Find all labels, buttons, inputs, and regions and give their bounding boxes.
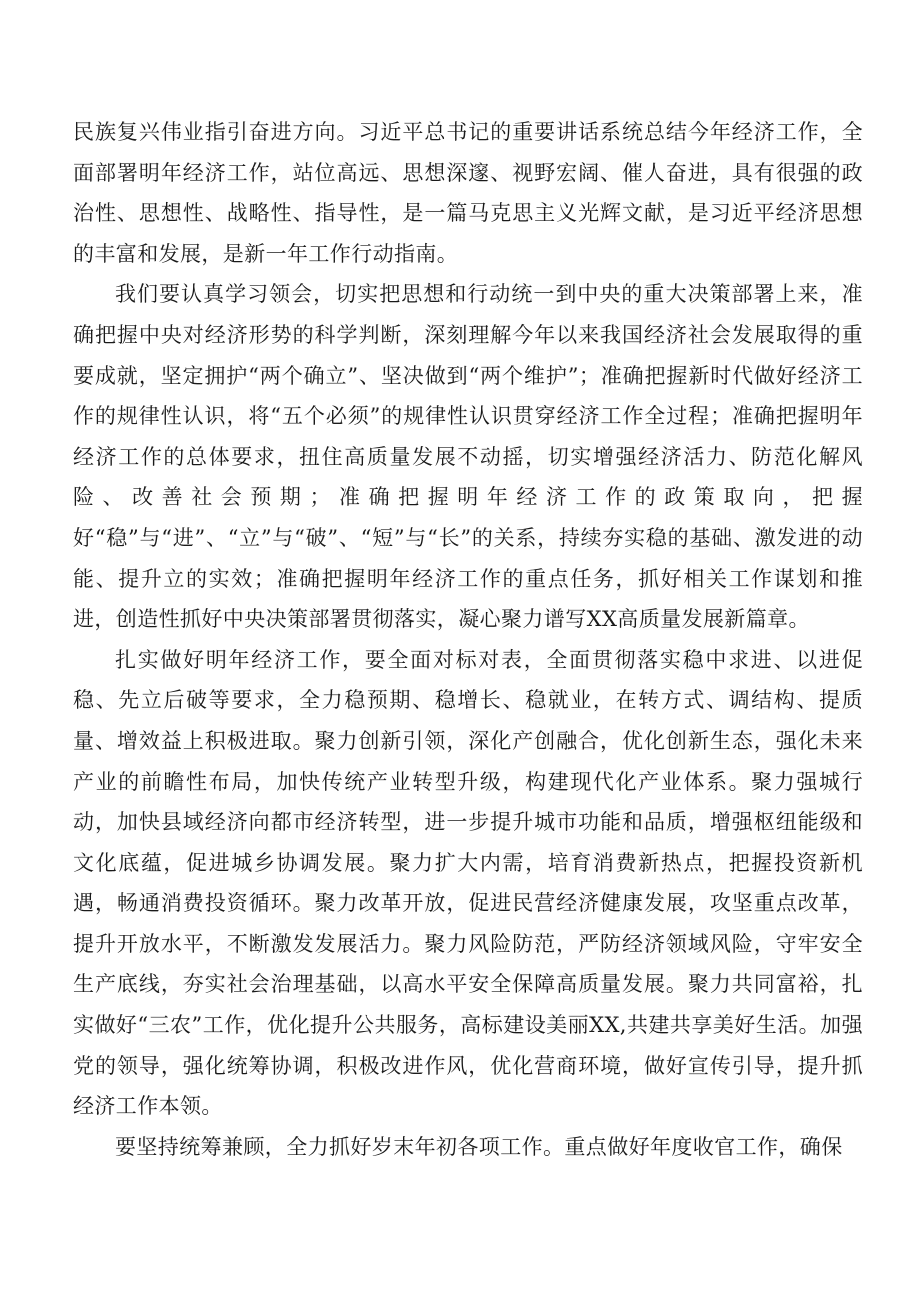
paragraph-4: 要坚持统筹兼顾，全力抓好岁末年初各项工作。重点做好年度收官工作，确保 — [115, 1134, 843, 1159]
document-body — [73, 112, 863, 1167]
paragraph-3: 扎实做好明年经济工作，要全面对标对表，全面贯彻落实稳中求进、以进促稳、先立后破等要求，全力稳预期、稳增长、稳就业，在转方式、调结构、提质量、增效益上积极进取。聚力创新引领，深化产创融合，优化创新生态，强化未来产业的前瞻性布局，加快传统产业转型升级，构建现代化产业体系。聚力强城行动，加快县域经济向都市经济转型，进一步提升城市功能和品质，增强枢纽能级和文化底蕴，促进城乡协调发展。聚力扩大内需，培育消费新热点，把握投资新机遇，畅通消费投资循环。聚力改革开放，促进民营经济健康发展，攻坚重点改革，提升开放水平，不断激发发展活力。聚力风险防范，严防经济领域风险，守牢安全生产底线，夯实社会治理基础，以高水平安全保障高质量发展。聚力共同富裕，扎实做好“三农”工作，优化提升公共服务，高标建设美丽XX,共建共享美好生活。加强党的领导，强化统筹协调，积极改进作风，优化营商环境，做好宣传引导，提升抓经济工作本领。 — [73, 647, 863, 1119]
paragraph-2: 我们要认真学习领会，切实把思想和行动统一到中央的重大决策部署上来，准确把握中央对经济形势的科学判断，深刻理解今年以来我国经济社会发展取得的重要成就，坚定拥护“两个确立”、坚决做到“两个维护”；准确把握新时代做好经济工作的规律性认识，将“五个必须”的规律性认识贯穿经济工作全过程；准确把握明年经济工作的总体要求，扭住高质量发展不动摇，切实增强经济活力、防范化解风险、改善社会预期；准确把握明年经济工作的政策取向，把握好“稳”与“进”、“立”与“破”、“短”与“长”的关系，持续夯实稳的基础、激发进的动能、提升立的实效；准确把握明年经济工作的重点任务，抓好相关工作谋划和推进，创造性抓好中央决策部署贯彻落实，凝心聚力谱写XX高质量发展新篇章。 — [73, 282, 863, 632]
paragraph-1: 民族复兴伟业指引奋进方向。习近平总书记的重要讲话系统总结今年经济工作，全面部署明年经济工作，站位高远、思想深邃、视野宏阔、催人奋进，具有很强的政治性、思想性、战略性、指导性，是一篇马克思主义光辉文献，是习近平经济思想的丰富和发展，是新一年工作行动指南。 — [73, 120, 863, 266]
